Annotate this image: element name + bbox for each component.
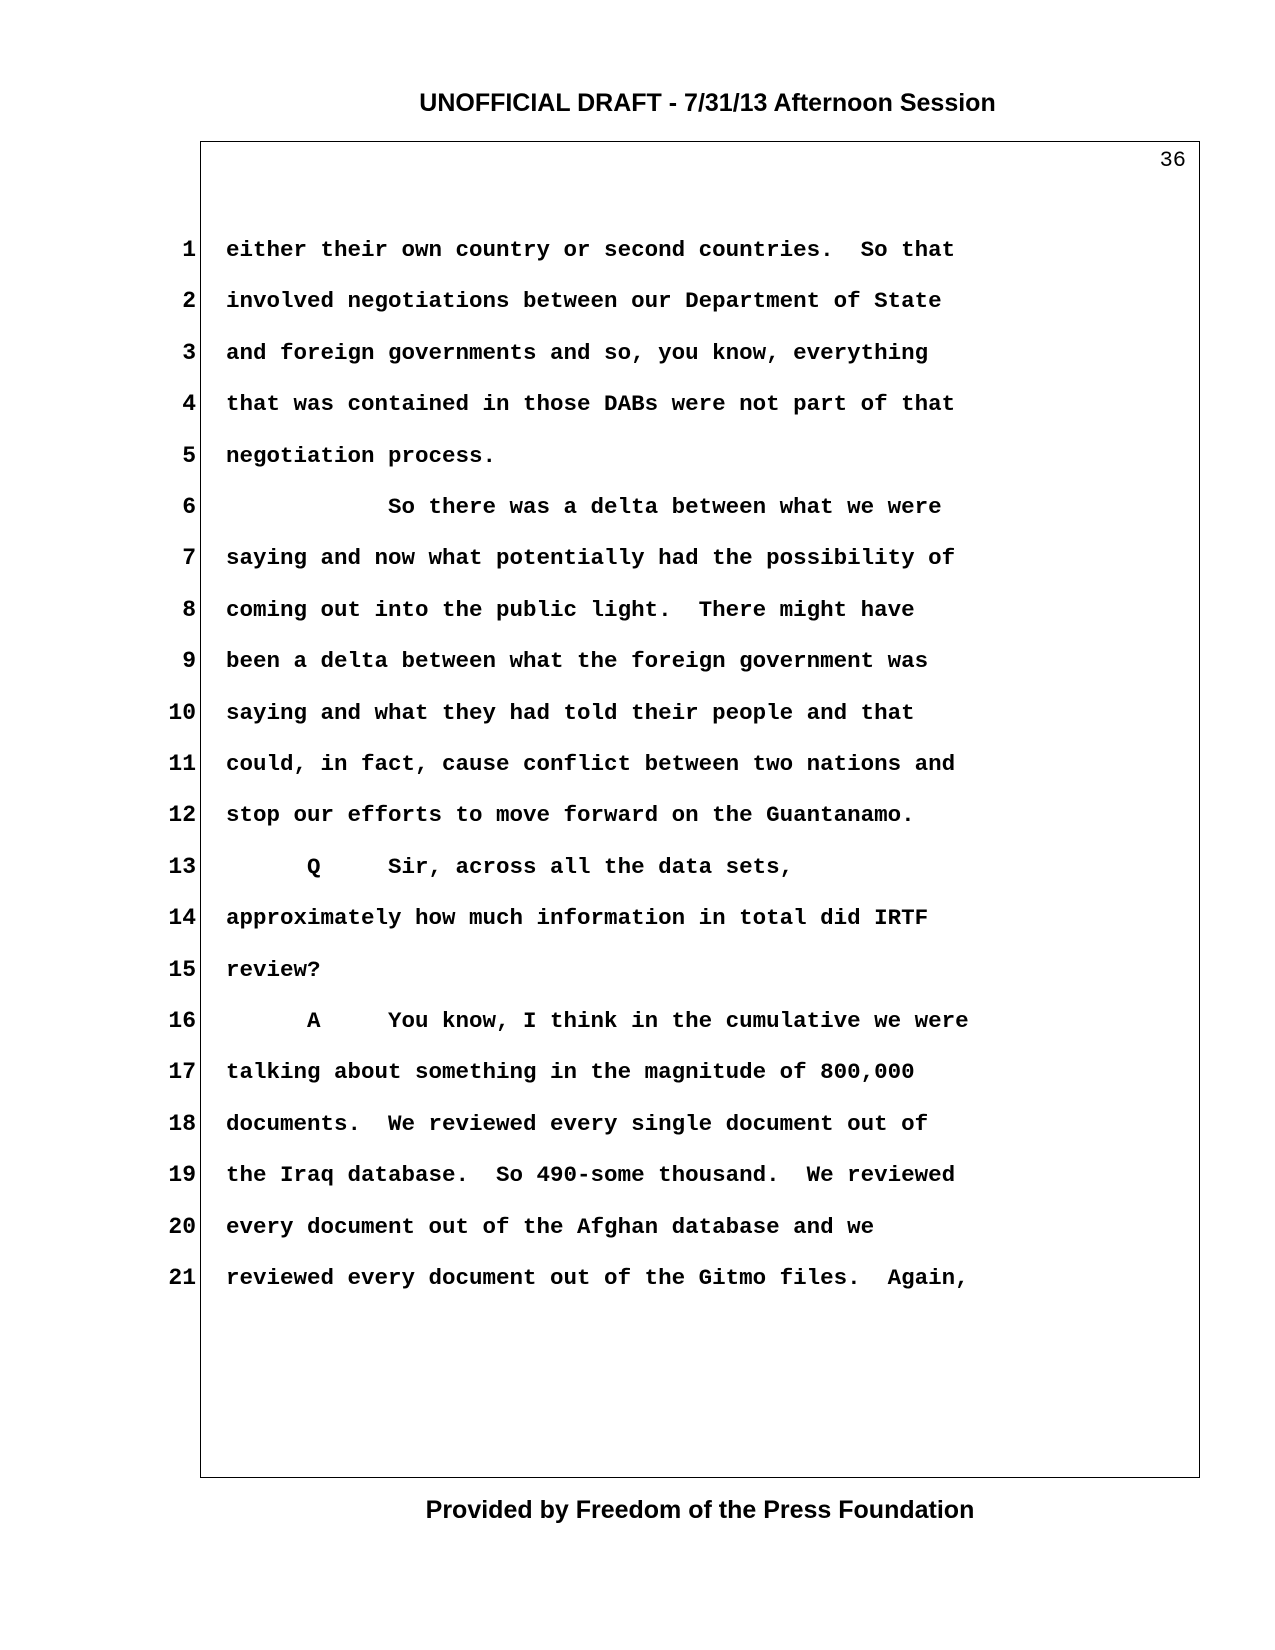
line-number: 1	[182, 237, 196, 263]
line-text: negotiation process.	[226, 442, 497, 469]
line-text: been a delta between what the foreign government was	[226, 648, 929, 675]
line-text: either their own country or second countries. So that	[226, 237, 956, 263]
line-number: 16	[168, 1008, 196, 1034]
line-number: 3	[182, 339, 196, 366]
transcript-line	[0, 646, 1190, 686]
line-number: 6	[182, 494, 196, 520]
line-number: 14	[168, 905, 196, 932]
transcript-line	[0, 235, 1190, 275]
transcript-line	[0, 286, 1190, 326]
line-text: the Iraq database. So 490-some thousand. We reviewed	[226, 1162, 956, 1189]
transcript-line	[0, 389, 1190, 429]
line-number: 2	[182, 288, 196, 315]
transcript-line	[0, 1006, 1190, 1046]
transcript-line	[0, 595, 1190, 635]
transcript-line	[0, 1263, 1190, 1303]
line-number: 15	[168, 956, 196, 983]
line-text: involved negotiations between our Department of State	[226, 288, 942, 315]
line-text: reviewed every document out of the Gitmo files. Again,	[226, 1265, 969, 1291]
line-text: and foreign governments and so, you know, everything	[226, 339, 929, 366]
line-number: 20	[168, 1213, 196, 1240]
transcript-line	[0, 955, 1190, 995]
transcript-line	[0, 1160, 1190, 1200]
line-number: 10	[168, 699, 196, 726]
line-text: So there was a delta between what we were	[226, 494, 942, 520]
line-text: coming out into the public light. There might have	[226, 596, 915, 623]
line-number: 9	[182, 648, 196, 675]
document-footer-credit: Provided by Freedom of the Press Foundation	[425, 1496, 975, 1524]
line-text: saying and what they had told their people and that	[226, 699, 915, 726]
transcript-line	[0, 543, 1190, 583]
line-number: 18	[168, 1110, 196, 1137]
line-text: saying and now what potentially had the possibility of	[226, 545, 956, 572]
line-text: stop our efforts to move forward on the Guantanamo.	[226, 802, 915, 829]
transcript-line	[0, 903, 1190, 943]
line-text: Q Sir, across all the data sets,	[226, 853, 794, 880]
line-number: 19	[168, 1162, 196, 1189]
line-text: could, in fact, cause conflict between two nations and	[226, 751, 956, 777]
line-text: approximately how much information in total did IRTF	[226, 905, 929, 932]
line-number: 4	[182, 391, 196, 418]
line-text: documents. We reviewed every single document out of	[226, 1110, 929, 1137]
line-number: 8	[182, 596, 196, 623]
transcript-line	[0, 1109, 1190, 1149]
transcript-line	[0, 852, 1190, 892]
document-header-title: UNOFFICIAL DRAFT - 7/31/13 Afternoon Session	[419, 89, 996, 117]
line-text: that was contained in those DABs were not part of that	[226, 391, 956, 418]
transcript-line	[0, 749, 1190, 789]
line-number: 7	[182, 545, 196, 572]
transcript-line	[0, 1212, 1190, 1252]
line-text: review?	[226, 956, 321, 983]
transcript-line	[0, 492, 1190, 532]
line-number: 12	[168, 802, 196, 829]
transcript-line	[0, 698, 1190, 738]
line-number: 13	[168, 853, 196, 880]
transcript-line	[0, 338, 1190, 378]
line-number: 17	[168, 1059, 196, 1086]
transcript-line	[0, 441, 1190, 481]
transcript-line	[0, 1057, 1190, 1097]
line-text: A You know, I think in the cumulative we were	[226, 1008, 969, 1034]
page-number: 36	[1159, 148, 1186, 173]
line-number: 21	[168, 1265, 196, 1291]
line-number: 11	[168, 751, 196, 777]
line-text: talking about something in the magnitude of 800,000	[226, 1059, 915, 1086]
line-text: every document out of the Afghan database and we	[226, 1213, 875, 1240]
line-number: 5	[182, 442, 196, 469]
transcript-line	[0, 800, 1190, 840]
